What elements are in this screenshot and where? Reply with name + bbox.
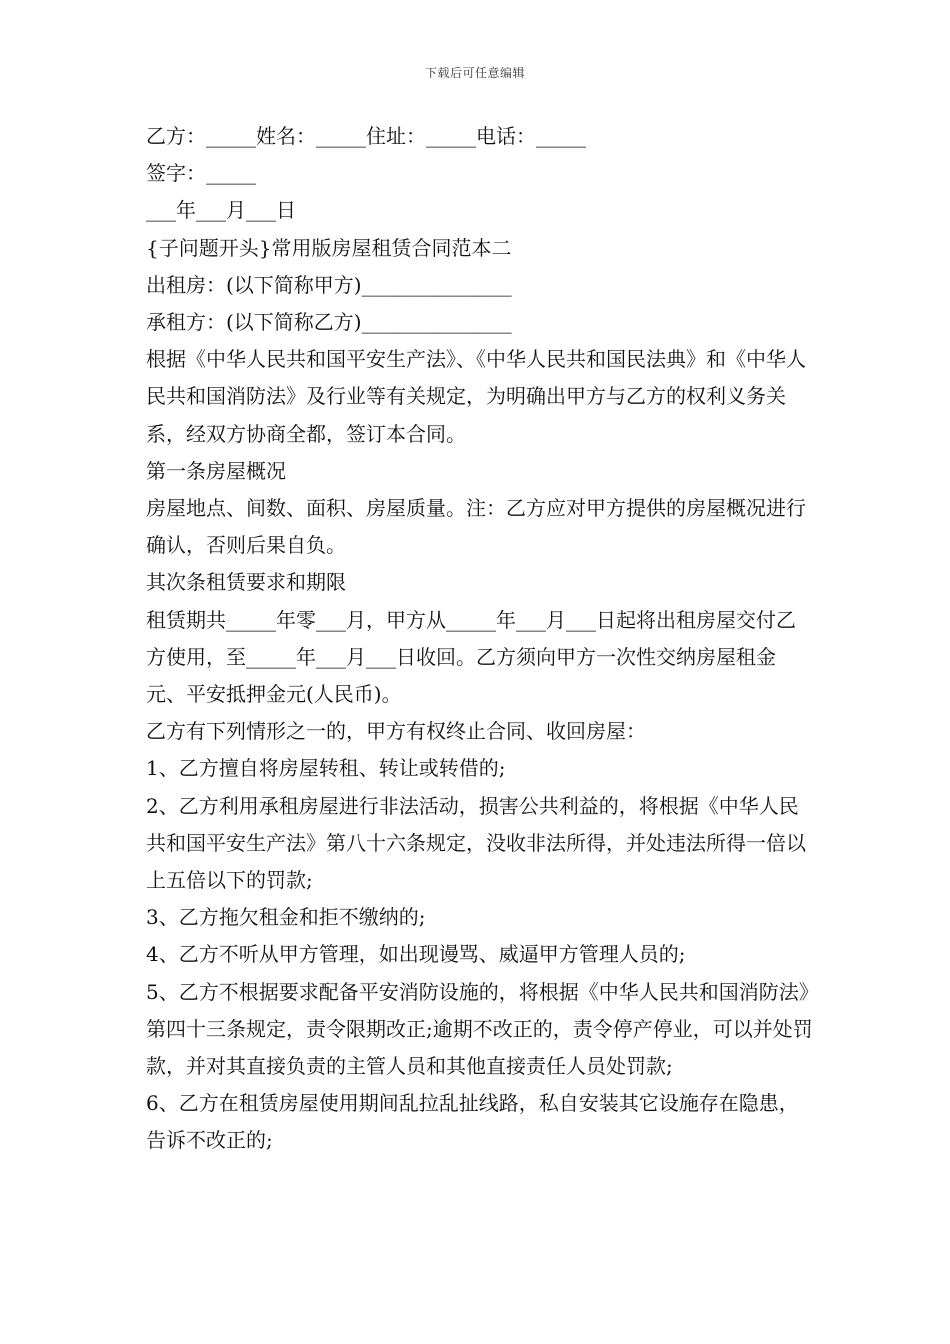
section-heading-2: 其次条租赁要求和期限 [146, 570, 346, 595]
paragraph-lessor: 出租房：(以下简称甲方)_______________ [146, 272, 512, 297]
paragraph-preamble: 根据《中华人民共和国平安生产法》、《中华人民共和国民法典》和《中华人民共和国消防法》及行业等有关规定，为明确出甲方与乙方的权利义务关系，经双方协商全都，签订本合同。 [146, 347, 806, 446]
document-body [146, 118, 814, 1160]
page-header: 下载后可任意编辑 [424, 66, 525, 80]
paragraph-date: ___年___月___日 [146, 198, 296, 223]
paragraph-contract-title: {子问题开头}常用版房屋租赁合同范本二 [146, 235, 512, 260]
list-item-2: 2、乙方利用承租房屋进行非法活动，损害公共利益的，将根据《中华人民共和国平安生产法》第八十六条规定，没收非法所得，并处违法所得一倍以上五倍以下的罚款; [146, 793, 806, 893]
list-item-1: 1、乙方擅自将房屋转租、转让或转借的; [146, 756, 506, 781]
paragraph-house-overview: 房屋地点、间数、面积、房屋质量。注：乙方应对甲方提供的房屋概况进行确认，否则后果自负。 [146, 496, 806, 558]
list-item-4: 4、乙方不听从甲方管理，如出现谩骂、威逼甲方管理人员的; [146, 942, 686, 967]
section-heading-1: 第一条房屋概况 [146, 458, 286, 483]
paragraph-termination-intro: 乙方有下列情形之一的，甲方有权终止合同、收回房屋： [146, 719, 646, 744]
list-item-3: 3、乙方拖欠租金和拒不缴纳的; [146, 905, 426, 930]
list-item-6: 6、乙方在租赁房屋使用期间乱拉乱扯线路，私自安装其它设施存在隐患，告诉不改正的; [146, 1091, 799, 1153]
paragraph-lessee: 承租方：(以下简称乙方)_______________ [146, 310, 512, 335]
paragraph-signature: 签字：_____ [146, 161, 256, 186]
paragraph-party-b-info: 乙方：_____姓名：_____住址：_____电话：_____ [146, 124, 586, 148]
list-item-5: 5、乙方不根据要求配备平安消防设施的，将根据《中华人民共和国消防法》第四十三条规定，责令限期改正;逾期不改正的，责令停产停业，可以并处罚款，并对其直接负责的主管人员和其他直接责任人员处罚款; [146, 979, 813, 1079]
paragraph-lease-term: 租赁期共_____年零___月，甲方从_____年___月___日起将出租房屋交付乙方使用，至_____年___月___日收回。乙方须向甲方一次性交纳房屋租金元、平安抵押金元(人民币)。 [146, 607, 796, 707]
